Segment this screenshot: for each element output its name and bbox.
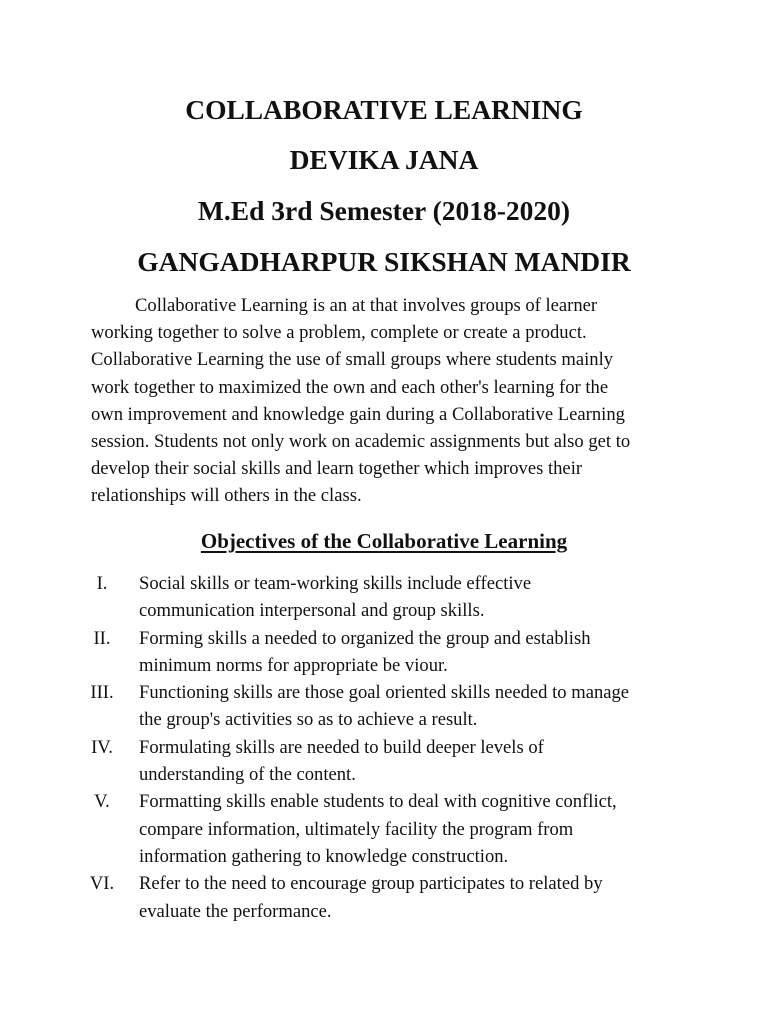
objective-text [139, 734, 768, 789]
objective-text [139, 570, 768, 625]
intro-paragraph [91, 292, 691, 510]
objective-item [0, 788, 768, 870]
objectives-heading: Objectives of the Collaborative Learning [200, 529, 568, 553]
document-title: COLLABORATIVE LEARNING [185, 94, 583, 125]
objective-line: Social skills or team-working skills include effective [139, 573, 532, 594]
objective-text [139, 625, 768, 680]
objective-numeral: II. [93, 627, 111, 649]
intro-line: own improvement and knowledge gain during a Collaborative Learning [91, 403, 625, 425]
objective-line: Refer to the need to encourage group participates to related by [139, 873, 603, 895]
objective-line: understanding of the content. [139, 764, 356, 786]
objective-item [0, 734, 768, 789]
intro-line: working together to solve a problem, complete or create a product. [91, 322, 587, 344]
course-info: M.Ed 3rd Semester (2018-2020) [197, 195, 571, 226]
intro-line: session. Students not only work on academic assignments but also get to [91, 431, 631, 453]
objective-line: compare information, ultimately facility the program from [139, 818, 574, 840]
objective-numeral: I. [96, 573, 108, 594]
objective-line: Forming skills a needed to organized the group and establish [139, 627, 591, 649]
objective-line: Formulating skills are needed to build deeper levels of [139, 736, 544, 758]
objective-line: the group's activities so as to achieve a result. [139, 709, 478, 731]
intro-line: develop their social skills and learn together which improves their [91, 458, 583, 480]
objective-numeral: IV. [91, 736, 113, 758]
objective-item [0, 570, 768, 625]
author-name: DEVIKA JANA [289, 144, 479, 175]
objective-line: information gathering to knowledge construction. [139, 845, 509, 867]
intro-line: work together to maximized the own and each other's learning for the [91, 376, 609, 398]
intro-line: Collaborative Learning is an at that involves groups of learner [135, 295, 598, 316]
intro-line: Collaborative Learning the use of small groups where students mainly [91, 349, 614, 371]
objective-line: Formatting skills enable students to deal with cognitive conflict, [139, 791, 617, 813]
objective-numeral: III. [90, 682, 114, 704]
objective-text [139, 870, 768, 925]
objective-line: communication interpersonal and group skills. [139, 600, 485, 622]
intro-line: relationships will others in the class. [91, 485, 362, 507]
objective-item [0, 870, 768, 925]
institute-name: GANGADHARPUR SIKSHAN MANDIR [137, 246, 631, 277]
objective-line: minimum norms for appropriate be viour. [139, 654, 448, 676]
objective-line: evaluate the performance. [139, 900, 332, 922]
objectives-list [0, 570, 768, 925]
objective-item [0, 679, 768, 734]
objective-item [0, 625, 768, 680]
objective-text [139, 788, 768, 870]
objective-numeral: V. [94, 791, 110, 813]
objective-text [139, 679, 768, 734]
objective-numeral: VI. [89, 873, 115, 895]
objective-line: Functioning skills are those goal oriented skills needed to manage [139, 682, 630, 704]
